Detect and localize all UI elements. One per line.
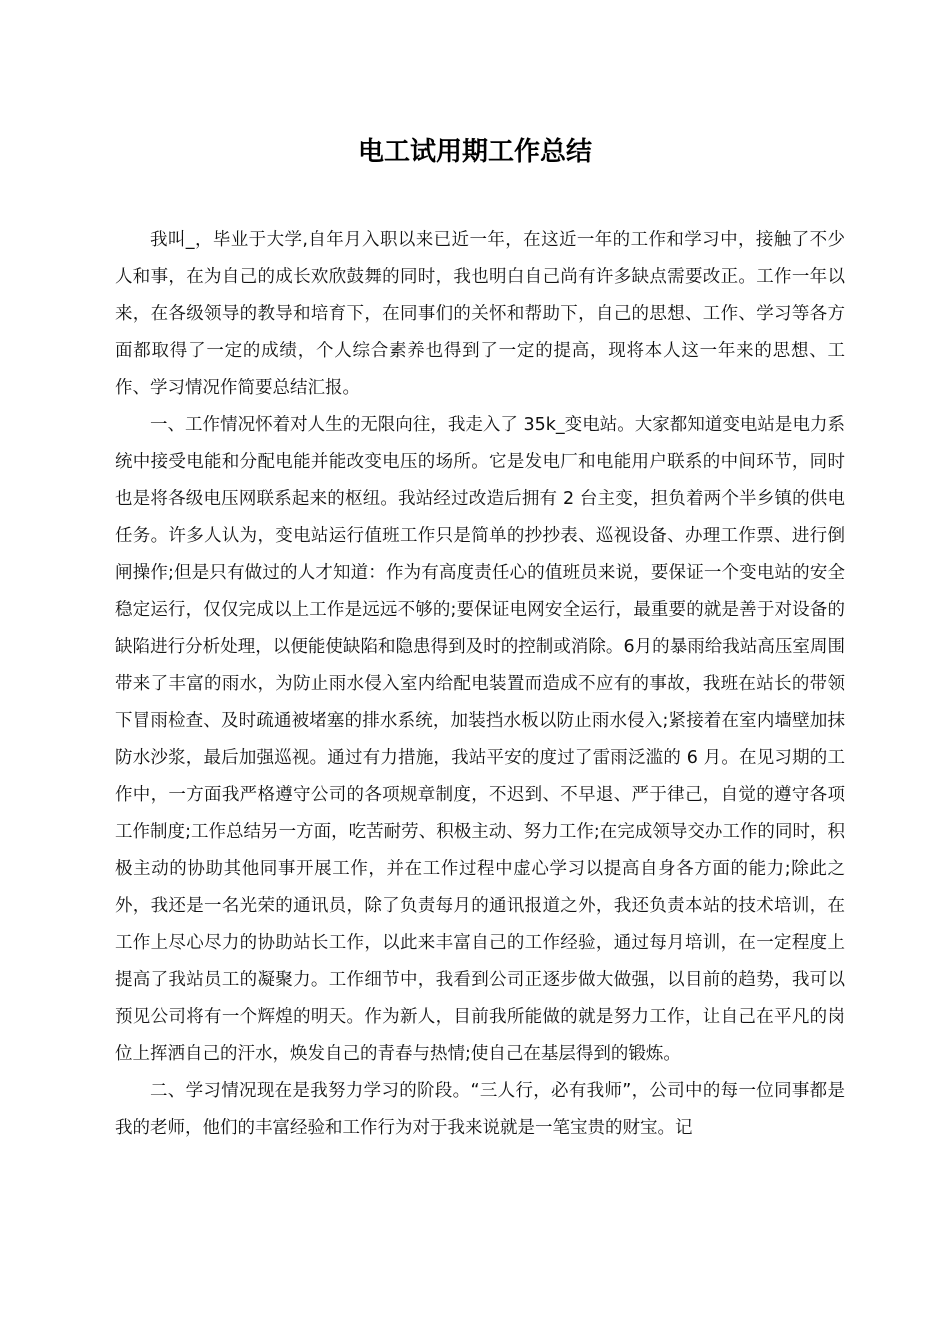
paragraph-study-situation: 二、学习情况现在是我努力学习的阶段。“三人行，必有我师”，公司中的每一位同事都是我的老师，他们的丰富经验和工作行为对于我来说就是一笔宝贵的财宝。记 (115, 1081, 845, 1138)
document-title: 电工试用期工作总结 (357, 137, 592, 167)
document-body (115, 222, 845, 1147)
paragraph-intro: 我叫_，毕业于大学,自年月入职以来已近一年，在这近一年的工作和学习中，接触了不少人和事，在为自己的成长欢欣鼓舞的同时，我也明白自己尚有许多缺点需要改正。工作一年以来，在各级领导的教导和培育下，在同事们的关怀和帮助下，自己的思想、工作、学习等各方面都取得了一定的成绩，个人综合素养也得到了一定的提高，现将本人这一年来的思想、工作、学习情况作简要总结汇报。 (115, 230, 845, 398)
paragraph-work-situation: 一、工作情况怀着对人生的无限向往，我走入了 35k_变电站。大家都知道变电站是电力系统中接受电能和分配电能并能改变电压的场所。它是发电厂和电能用户联系的中间环节，同时也是将各级电压网联系起来的枢纽。我站经过改造后拥有 2 台主变，担负着两个半乡镇的供电任务。许多人认为，变电站运行值班工作只是简单的抄抄表、巡视设备、办理工作票、进行倒闸操作;但是只有做过的人才知道：作为有高度责任心的值班员来说，要保证一个变电站的安全稳定运行，仅仅完成以上工作是远远不够的;要保证电网安全运行，最重要的就是善于对设备的缺陷进行分析处理，以便能使缺陷和隐患得到及时的控制或消除。6月的暴雨给我站高压室周围带来了丰富的雨水，为防止雨水侵入室内给配电装置而造成不应有的事故，我班在站长的带领下冒雨检查、及时疏通被堵塞的排水系统，加装挡水板以防止雨水侵入;紧接着在室内墙壁加抹防水沙浆，最后加强巡视。通过有力措施，我站平安的度过了雷雨泛滥的 6 月。在见习期的工作中，一方面我严格遵守公司的各项规章制度，不迟到、不早退、严于律己，自觉的遵守各项工作制度;工作总结另一方面，吃苦耐劳、积极主动、努力工作;在完成领导交办工作的同时，积极主动的协助其他同事开展工作，并在工作过程中虚心学习以提高自身各方面的能力;除此之外，我还是一名光荣的通讯员，除了负责每月的通讯报道之外，我还负责本站的技术培训，在工作上尽心尽力的协助站长工作，以此来丰富自己的工作经验，通过每月培训，在一定程度上提高了我站员工的凝聚力。工作细节中，我看到公司正逐步做大做强，以目前的趋势，我可以预见公司将有一个辉煌的明天。作为新人，目前我所能做的就是努力工作，让自己在平凡的岗位上挥洒自己的汗水，焕发自己的青春与热情;使自己在基层得到的锻炼。 (115, 415, 845, 1064)
